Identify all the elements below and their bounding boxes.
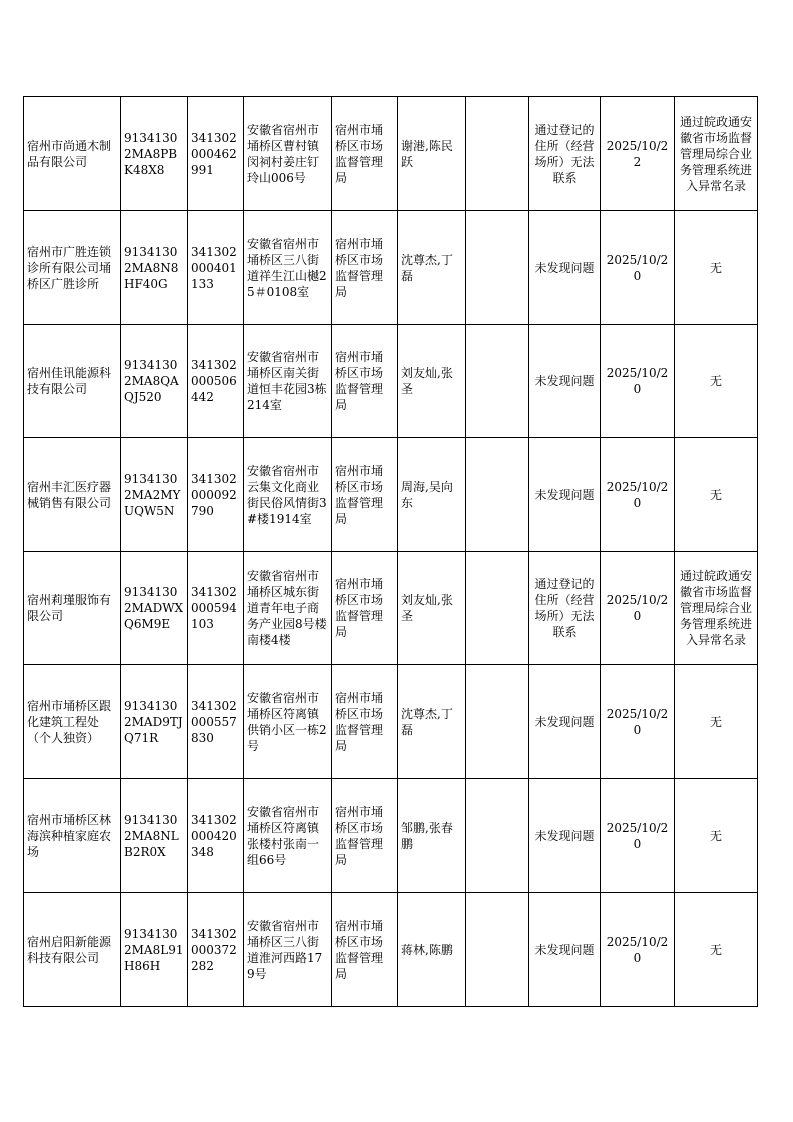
inspectors-cell: 沈尊杰,丁磊 — [398, 665, 466, 779]
address-cell: 安徽省宿州市埇桥区三八街道祥生江山樾25＃0108室 — [244, 211, 332, 325]
registration-number-cell: 341302000401133 — [188, 211, 244, 325]
blank-cell — [466, 325, 529, 438]
action-cell: 无 — [675, 211, 758, 325]
authority-cell: 宿州市埇桥区市场监督管理局 — [332, 779, 398, 893]
registration-number-cell: 341302000594103 — [188, 552, 244, 665]
action-cell: 通过皖政通安徽省市场监督管理局综合业务管理系统进入异常名录 — [675, 97, 758, 211]
inspectors-cell: 邹鹏,张春鹏 — [398, 779, 466, 893]
address-cell: 安徽省宿州市埇桥区符离镇供销小区一栋2号 — [244, 665, 332, 779]
inspection-result-cell: 未发现问题 — [529, 779, 601, 893]
credit-code-cell: 91341302MA8PBK48X8 — [121, 97, 188, 211]
inspection-date-cell: 2025/10/20 — [601, 779, 675, 893]
authority-cell: 宿州市埇桥区市场监督管理局 — [332, 211, 398, 325]
authority-cell: 宿州市埇桥区市场监督管理局 — [332, 665, 398, 779]
inspection-results-table — [23, 96, 758, 1007]
blank-cell — [466, 893, 529, 1007]
action-cell: 无 — [675, 438, 758, 552]
action-cell: 无 — [675, 665, 758, 779]
inspection-date-cell: 2025/10/20 — [601, 211, 675, 325]
authority-cell: 宿州市埇桥区市场监督管理局 — [332, 893, 398, 1007]
inspection-result-cell: 未发现问题 — [529, 665, 601, 779]
inspection-date-cell: 2025/10/22 — [601, 97, 675, 211]
inspection-date-cell: 2025/10/20 — [601, 665, 675, 779]
credit-code-cell: 91341302MA8NLB2R0X — [121, 779, 188, 893]
credit-code-cell: 91341302MA8N8HF40G — [121, 211, 188, 325]
company-name-cell: 宿州市埇桥区林海滨种植家庭农场 — [24, 779, 121, 893]
blank-cell — [466, 438, 529, 552]
table-row — [24, 438, 758, 552]
registration-number-cell: 341302000557830 — [188, 665, 244, 779]
authority-cell: 宿州市埇桥区市场监督管理局 — [332, 552, 398, 665]
inspection-result-cell: 未发现问题 — [529, 893, 601, 1007]
inspectors-cell: 沈尊杰,丁磊 — [398, 211, 466, 325]
table-row — [24, 97, 758, 211]
inspectors-cell: 蒋林,陈鹏 — [398, 893, 466, 1007]
blank-cell — [466, 211, 529, 325]
blank-cell — [466, 665, 529, 779]
blank-cell — [466, 779, 529, 893]
credit-code-cell: 91341302MA8L91H86H — [121, 893, 188, 1007]
company-name-cell: 宿州市尚通木制品有限公司 — [24, 97, 121, 211]
table-row — [24, 211, 758, 325]
inspection-result-cell: 通过登记的住所（经营场所）无法联系 — [529, 97, 601, 211]
company-name-cell: 宿州莉瑾服饰有限公司 — [24, 552, 121, 665]
credit-code-cell: 91341302MAD9TJQ71R — [121, 665, 188, 779]
authority-cell: 宿州市埇桥区市场监督管理局 — [332, 97, 398, 211]
table-row — [24, 665, 758, 779]
address-cell: 安徽省宿州市埇桥区符离镇张楼村张南一组66号 — [244, 779, 332, 893]
registration-number-cell: 341302000506442 — [188, 325, 244, 438]
inspectors-cell: 谢港,陈民跃 — [398, 97, 466, 211]
authority-cell: 宿州市埇桥区市场监督管理局 — [332, 438, 398, 552]
inspection-result-cell: 未发现问题 — [529, 211, 601, 325]
table-row — [24, 552, 758, 665]
registration-number-cell: 341302000092790 — [188, 438, 244, 552]
inspection-date-cell: 2025/10/20 — [601, 552, 675, 665]
action-cell: 无 — [675, 779, 758, 893]
blank-cell — [466, 97, 529, 211]
address-cell: 安徽省宿州市埇桥区南关街道恒丰花园3栋214室 — [244, 325, 332, 438]
credit-code-cell: 91341302MA2MYUQW5N — [121, 438, 188, 552]
table-row — [24, 779, 758, 893]
blank-cell — [466, 552, 529, 665]
company-name-cell: 宿州市广胜连锁诊所有限公司埇桥区广胜诊所 — [24, 211, 121, 325]
credit-code-cell: 91341302MA8QAQJ520 — [121, 325, 188, 438]
inspection-date-cell: 2025/10/20 — [601, 325, 675, 438]
table-row — [24, 325, 758, 438]
address-cell: 安徽省宿州市云集文化商业街民俗风情街3#楼1914室 — [244, 438, 332, 552]
inspection-date-cell: 2025/10/20 — [601, 893, 675, 1007]
inspection-date-cell: 2025/10/20 — [601, 438, 675, 552]
registration-number-cell: 341302000420348 — [188, 779, 244, 893]
address-cell: 安徽省宿州市埇桥区三八街道淮河西路179号 — [244, 893, 332, 1007]
table-row — [24, 893, 758, 1007]
address-cell: 安徽省宿州市埇桥区曹村镇闵祠村姜庄钉玲山006号 — [244, 97, 332, 211]
table-body — [24, 97, 758, 1007]
inspectors-cell: 刘友灿,张圣 — [398, 325, 466, 438]
action-cell: 无 — [675, 325, 758, 438]
registration-number-cell: 341302000462991 — [188, 97, 244, 211]
company-name-cell: 宿州市埇桥区跟化建筑工程处（个人独资） — [24, 665, 121, 779]
address-cell: 安徽省宿州市埇桥区城东街道青年电子商务产业园8号楼南楼4楼 — [244, 552, 332, 665]
company-name-cell: 宿州丰汇医疗器械销售有限公司 — [24, 438, 121, 552]
inspectors-cell: 周海,吴向东 — [398, 438, 466, 552]
credit-code-cell: 91341302MADWXQ6M9E — [121, 552, 188, 665]
inspectors-cell: 刘友灿,张圣 — [398, 552, 466, 665]
inspection-result-cell: 通过登记的住所（经营场所）无法联系 — [529, 552, 601, 665]
company-name-cell: 宿州佳讯能源科技有限公司 — [24, 325, 121, 438]
company-name-cell: 宿州启阳新能源科技有限公司 — [24, 893, 121, 1007]
registration-number-cell: 341302000372282 — [188, 893, 244, 1007]
authority-cell: 宿州市埇桥区市场监督管理局 — [332, 325, 398, 438]
action-cell: 通过皖政通安徽省市场监督管理局综合业务管理系统进入异常名录 — [675, 552, 758, 665]
inspection-result-cell: 未发现问题 — [529, 438, 601, 552]
inspection-result-cell: 未发现问题 — [529, 325, 601, 438]
action-cell: 无 — [675, 893, 758, 1007]
